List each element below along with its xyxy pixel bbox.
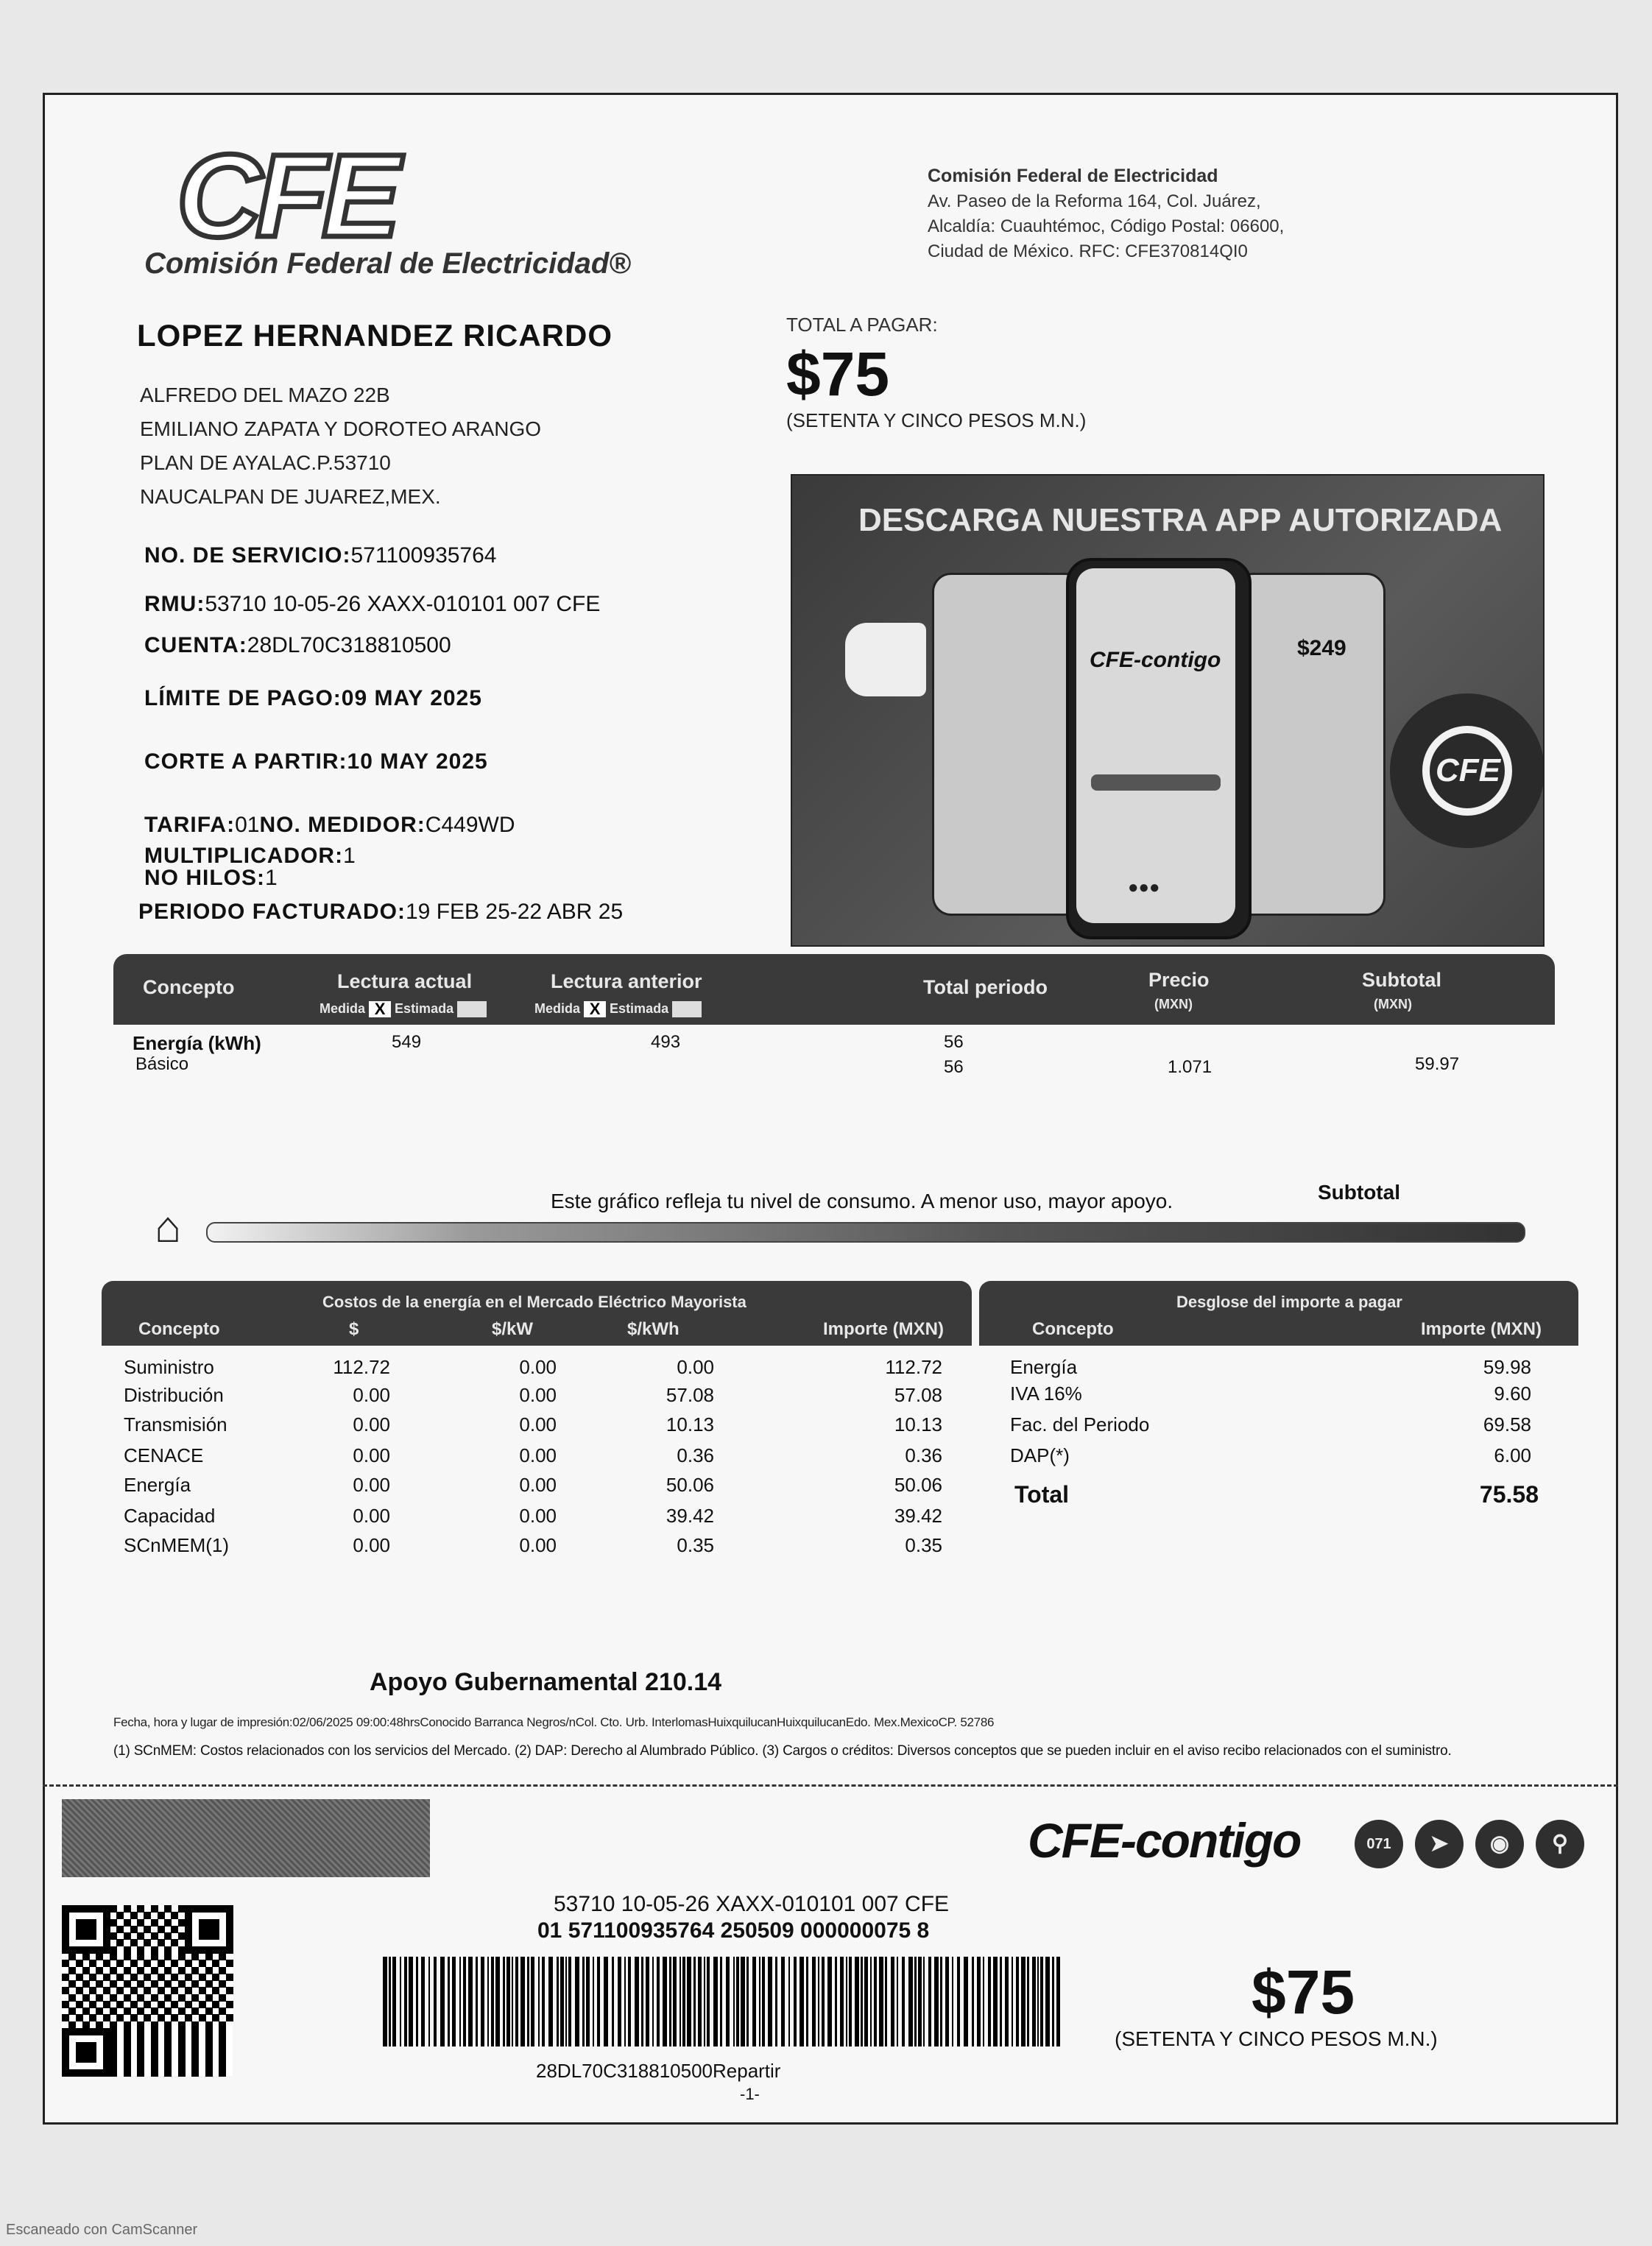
mercado-value: 57.08 xyxy=(894,1384,942,1406)
company-line2: Alcaldía: Cuauhtémoc, Código Postal: 06600, xyxy=(928,216,1285,236)
multiplicador-field: MULTIPLICADOR:1 xyxy=(144,844,356,868)
customer-address xyxy=(140,378,541,514)
cfe-contigo-logo: CFE-contigo xyxy=(1028,1813,1301,1868)
stub-amount-words: (SETENTA Y CINCO PESOS M.N.) xyxy=(1115,2027,1438,2050)
mercado-concepto: Capacidad xyxy=(124,1505,216,1527)
total-label: TOTAL A PAGAR: xyxy=(786,314,938,336)
page-number: -1- xyxy=(740,2085,760,2103)
rmu-field: RMU:53710 10-05-26 XAXX-010101 007 CFE xyxy=(144,592,601,616)
location-icon: ⚲ xyxy=(1536,1820,1584,1868)
cfe-logo: CFE xyxy=(177,130,395,261)
apoyo-gubernamental: Apoyo Gubernamental 210.14 xyxy=(370,1668,722,1696)
stub-rmu: 53710 10-05-26 XAXX-010101 007 CFE xyxy=(554,1892,950,1916)
mercado-value: 112.72 xyxy=(333,1356,390,1378)
hilos-field: NO HILOS:1 xyxy=(144,866,278,890)
stub-reference: 01 571100935764 250509 000000075 8 xyxy=(537,1918,930,1943)
mercado-value: 0.00 xyxy=(353,1474,390,1496)
thumbs-up-icon xyxy=(845,623,926,696)
app-promo-banner xyxy=(791,474,1545,947)
mercado-value: 50.06 xyxy=(894,1474,942,1496)
address-line: EMILIANO ZAPATA Y DOROTEO ARANGO xyxy=(140,417,542,440)
energia-actual: 549 xyxy=(392,1032,422,1052)
redacted-box xyxy=(62,1799,430,1877)
total-amount: $75 xyxy=(786,339,890,409)
total-words: (SETENTA Y CINCO PESOS M.N.) xyxy=(786,409,1087,431)
desglose-concepto: Fac. del Periodo xyxy=(1010,1413,1150,1435)
desglose-importe: 6.00 xyxy=(1494,1444,1531,1466)
mercado-value: 10.13 xyxy=(894,1413,942,1435)
desglose-concepto: Energía xyxy=(1010,1356,1078,1378)
telegram-icon: ➤ xyxy=(1415,1820,1464,1868)
mercado-value: 0.00 xyxy=(353,1413,390,1435)
promo-price: $249 xyxy=(1297,636,1346,660)
desglose-importe: 69.58 xyxy=(1483,1413,1531,1435)
mercado-value: 0.35 xyxy=(905,1534,942,1556)
address-line: NAUCALPAN DE JUAREZ,MEX. xyxy=(140,485,441,508)
mercado-value: 0.00 xyxy=(519,1474,557,1496)
desglose-importe: 59.98 xyxy=(1483,1356,1531,1378)
mercado-value: 0.35 xyxy=(677,1534,714,1556)
cuenta-field: CUENTA:28DL70C318810500 xyxy=(144,633,451,657)
company-name: Comisión Federal de Electricidad xyxy=(928,166,1218,186)
mercado-value: 0.00 xyxy=(519,1356,557,1378)
barcode xyxy=(383,1957,1060,2047)
gauge-text: Este gráfico refleja tu nivel de consumo. A menor uso, mayor apoyo. xyxy=(551,1190,1173,1212)
cfe-ring-logo: CFE xyxy=(1390,693,1545,848)
mercado-value: 10.13 xyxy=(666,1413,714,1435)
mercado-value: 39.42 xyxy=(666,1505,714,1527)
basico-total: 56 xyxy=(944,1057,964,1077)
footnotes: (1) SCnMEM: Costos relacionados con los servicios del Mercado. (2) DAP: Derecho al Alumbrado Público. (3) Cargos o créditos: Diversos conceptos que se pueden incluir en el aviso recibo relacionados con el suministro. xyxy=(113,1743,1452,1759)
basico-label: Básico xyxy=(135,1054,189,1074)
consumption-gauge xyxy=(206,1222,1525,1243)
mercado-concepto: SCnMEM(1) xyxy=(124,1534,230,1556)
address-line: ALFREDO DEL MAZO 22B xyxy=(140,384,390,406)
mercado-value: 0.36 xyxy=(905,1444,942,1466)
mercado-concepto: CENACE xyxy=(124,1444,204,1466)
desglose-concepto: IVA 16% xyxy=(1010,1382,1082,1405)
mercado-value: 0.00 xyxy=(519,1444,557,1466)
print-info: Fecha, hora y lugar de impresión:02/06/2025 09:00:48hrsConocido Barranca Negros/nCol. Cto. Urb. InterlomasHuixquilucanHuixquilucanEdo. Mex.MexicoCP. 52786 xyxy=(113,1715,995,1729)
promo-title: DESCARGA NUESTRA APP AUTORIZADA xyxy=(858,502,1503,538)
corte-field: CORTE A PARTIR:10 MAY 2025 xyxy=(144,749,488,774)
mercado-concepto: Energía xyxy=(124,1474,191,1496)
promo-button-bar xyxy=(1091,774,1221,791)
mercado-value: 57.08 xyxy=(666,1384,714,1406)
periodo-field: PERIODO FACTURADO:19 FEB 25-22 ABR 25 xyxy=(138,900,624,924)
customer-name: LOPEZ HERNANDEZ RICARDO xyxy=(137,318,613,353)
stub-amount: $75 xyxy=(1252,1957,1355,2027)
promo-app-logo: CFE-contigo xyxy=(1090,648,1221,672)
consumo-header: Concepto Lectura actual Lectura anterior Total periodo Precio (MXN) Subtotal (MXN) Medida X Estimada Medida X Estimada xyxy=(113,954,1555,1025)
desglose-importe: 9.60 xyxy=(1494,1382,1531,1405)
mercado-value: 112.72 xyxy=(885,1356,942,1378)
medida-checkbox: X xyxy=(369,1001,391,1017)
mercado-value: 0.00 xyxy=(519,1534,557,1556)
estimada-checkbox xyxy=(672,1001,702,1017)
mercado-value: 0.00 xyxy=(353,1505,390,1527)
phone-right xyxy=(1234,573,1386,916)
mercado-concepto: Suministro xyxy=(124,1356,214,1378)
energia-label: Energía (kWh) xyxy=(133,1032,261,1054)
basico-subtotal: 59.97 xyxy=(1415,1054,1460,1074)
mercado-value: 0.00 xyxy=(519,1384,557,1406)
mercado-value: 0.00 xyxy=(519,1413,557,1435)
medida-checkbox: X xyxy=(584,1001,606,1017)
desglose-header: Desglose del importe a pagar Concepto Importe (MXN) xyxy=(979,1281,1578,1346)
desglose-total: 75.58 xyxy=(1479,1481,1539,1508)
address-line: PLAN DE AYALAC.P.53710 xyxy=(140,451,391,474)
cut-line xyxy=(43,1784,1618,1787)
mercado-header: Costos de la energía en el Mercado Eléctrico Mayorista Concepto $ $/kW $/kWh Importe (MXN) xyxy=(102,1281,972,1346)
mercado-value: 39.42 xyxy=(894,1505,942,1527)
tarifa-field: TARIFA:01NO. MEDIDOR:C449WD xyxy=(144,813,515,837)
estimada-checkbox xyxy=(457,1001,487,1017)
servicio-field: NO. DE SERVICIO:571100935764 xyxy=(144,543,497,568)
scanner-watermark: Escaneado con CamScanner xyxy=(6,2222,198,2238)
mercado-value: 0.00 xyxy=(677,1356,714,1378)
mercado-value: 0.00 xyxy=(519,1505,557,1527)
basico-precio: 1.071 xyxy=(1168,1057,1212,1077)
social-icons: ●●● xyxy=(1128,877,1160,897)
gauge-subtotal-label: Subtotal xyxy=(1318,1181,1400,1204)
mercado-value: 0.00 xyxy=(353,1384,390,1406)
energia-anterior: 493 xyxy=(651,1032,681,1052)
desglose-total-label: Total xyxy=(1014,1481,1070,1508)
phone-071-icon: 071 xyxy=(1355,1820,1403,1868)
limite-field: LÍMITE DE PAGO:09 MAY 2025 xyxy=(144,686,482,710)
phone-center xyxy=(1066,558,1252,939)
house-icon: ⌂ xyxy=(155,1202,182,1251)
mercado-value: 0.36 xyxy=(677,1444,714,1466)
mercado-value: 0.00 xyxy=(353,1534,390,1556)
stub-account: 28DL70C318810500Repartir xyxy=(536,2060,781,2082)
mercado-concepto: Distribución xyxy=(124,1384,224,1406)
energia-total: 56 xyxy=(944,1032,964,1052)
mercado-concepto: Transmisión xyxy=(124,1413,227,1435)
company-line1: Av. Paseo de la Reforma 164, Col. Juárez, xyxy=(928,191,1261,211)
cfe-logo-subtitle: Comisión Federal de Electricidad® xyxy=(144,247,631,280)
company-info xyxy=(928,163,1284,264)
mercado-value: 50.06 xyxy=(666,1474,714,1496)
phone-left xyxy=(932,573,1084,916)
qr-code xyxy=(62,1905,233,2076)
desglose-concepto: DAP(*) xyxy=(1010,1444,1070,1466)
company-line3: Ciudad de México. RFC: CFE370814QI0 xyxy=(928,241,1248,261)
whatsapp-icon: ◉ xyxy=(1475,1820,1524,1868)
mercado-value: 0.00 xyxy=(353,1444,390,1466)
